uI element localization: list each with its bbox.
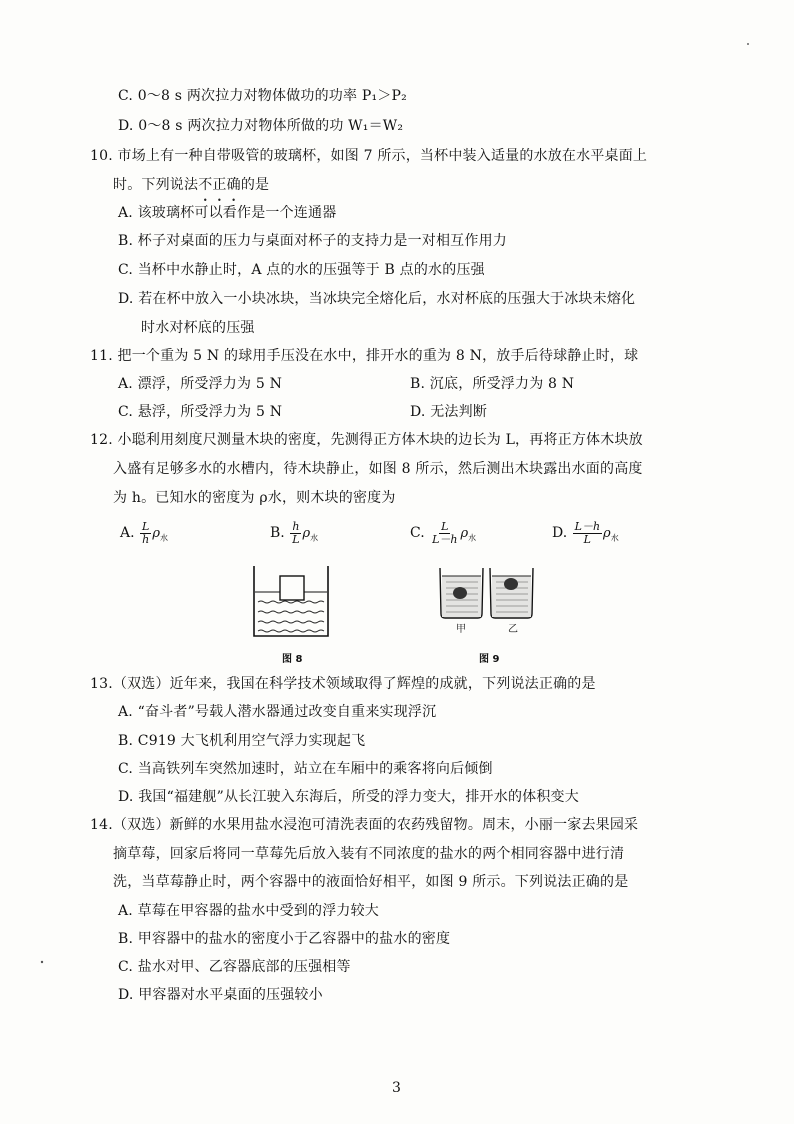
q13-option-b: B. C919 大飞机利用空气浮力实现起飞 [118,733,366,749]
q13-option-a: A. “奋斗者”号载人潜水器通过改变自重来实现浮沉 [118,704,437,720]
figure-9-label-jia: 甲 [456,624,466,635]
q11-stem: 11. 把一个重为 5 N 的球用手压没在水中，排开水的重为 8 N，放手后待球静止时，球 [90,348,639,364]
fraction-denominator: L－h [432,532,458,546]
q10-option-c: C. 当杯中水静止时，A 点的水的压强等于 B 点的水的压强 [118,262,485,278]
fraction-numerator: L－h [574,519,601,533]
q9-option-c: C. 0～8 s 两次拉力对物体做功的功率 P₁＞P₂ [118,88,407,104]
rho-symbol: ρ [603,526,611,541]
rho-symbol: ρ [152,526,160,541]
option-label: A. [120,525,135,541]
q14-stem-line1: 14.（双选）新鲜的水果用盐水浸泡可清洗表面的农药残留物。周末，小丽一家去果园采 [90,817,639,833]
page-number: 3 [392,1080,401,1096]
q11-option-c: C. 悬浮，所受浮力为 5 N [118,404,283,420]
fraction-numerator: L [142,519,150,533]
figure-8-caption: 图 8 [282,654,303,665]
q9-option-d: D. 0～8 s 两次拉力对物体所做的功 W₁＝W₂ [118,118,404,134]
q12-stem-line1: 12. 小聪利用刻度尺测量木块的密度，先测得正方体木块的边长为 L，再将正方体木块放 [90,432,643,448]
q13-option-d: D. 我国“福建舰”从长江驶入东海后，所受的浮力变大，排开水的体积变大 [118,789,579,805]
q14-option-d: D. 甲容器对水平桌面的压强较小 [118,987,323,1003]
fraction-numerator: L [441,519,449,533]
q14-option-a: A. 草莓在甲容器的盐水中受到的浮力较大 [118,903,380,919]
option-label: B. [270,525,285,541]
q13-option-c: C. 当高铁列车突然加速时，站立在车厢中的乘客将向后倾倒 [118,761,493,777]
q10-option-b: B. 杯子对桌面的压力与桌面对杯子的支持力是一对相互作用力 [118,233,507,249]
q14-option-b: B. 甲容器中的盐水的密度小于乙容器中的盐水的密度 [118,931,451,947]
figure-9-caption: 图 9 [479,654,500,665]
q10-stem-pre: 时。下列说法 [113,177,199,193]
fraction-denominator: L [292,532,300,546]
fraction-numerator: h [292,519,300,533]
rho-subscript: 水 [310,533,319,543]
figure-9-label-yi: 乙 [508,624,518,635]
fraction-denominator: L [583,532,591,546]
q14-stem-line2: 摘草莓，回家后将同一草莓先后放入装有不同浓度的盐水的两个相同容器中进行清 [113,846,625,862]
q11-option-a: A. 漂浮，所受浮力为 5 N [118,376,283,392]
q14-option-c: C. 盐水对甲、乙容器底部的压强相等 [118,959,351,975]
q10-stem-line1: 10. 市场上有一种自带吸管的玻璃杯，如图 7 所示，当杯中装入适量的水放在水平桌面上 [90,148,648,164]
rho-subscript: 水 [468,533,477,543]
fraction-denominator: h [142,532,150,546]
q10-option-d-line1: D. 若在杯中放入一小块冰块，当冰块完全熔化后，水对杯底的压强大于冰块未熔化 [118,291,636,307]
rho-subscript: 水 [159,533,168,543]
q12-stem-line2: 入盛有足够多水的水槽内，待木块静止，如图 8 所示，然后测出木块露出水面的高度 [113,461,643,477]
option-label: C. [410,525,425,541]
option-label: D. [552,525,568,541]
rho-symbol: ρ [460,526,469,541]
q10-option-a: A. 该玻璃杯可以看作是一个连通器 [118,205,337,221]
rho-subscript: 水 [610,533,619,543]
q11-option-b: B. 沉底，所受浮力为 8 N [410,376,575,392]
emphasis-char: 不 [198,177,213,193]
q14-stem-line3: 洗，当草莓静止时，两个容器中的液面恰好相平，如图 9 所示。下列说法正确的是 [113,874,629,890]
emphasis-char: 正 [212,177,227,193]
rho-symbol: ρ [302,526,311,541]
q10-stem-post: 的是 [240,177,270,193]
q13-stem: 13.（双选）近年来，我国在科学技术领域取得了辉煌的成就，下列说法正确的是 [90,676,596,692]
q11-option-d: D. 无法判断 [410,404,488,420]
emphasis-char: 确 [226,177,241,193]
q10-option-d-line2: 时水对杯底的压强 [141,320,255,336]
q12-stem-line3: 为 h。已知水的密度为 ρ水，则木块的密度为 [113,490,396,506]
